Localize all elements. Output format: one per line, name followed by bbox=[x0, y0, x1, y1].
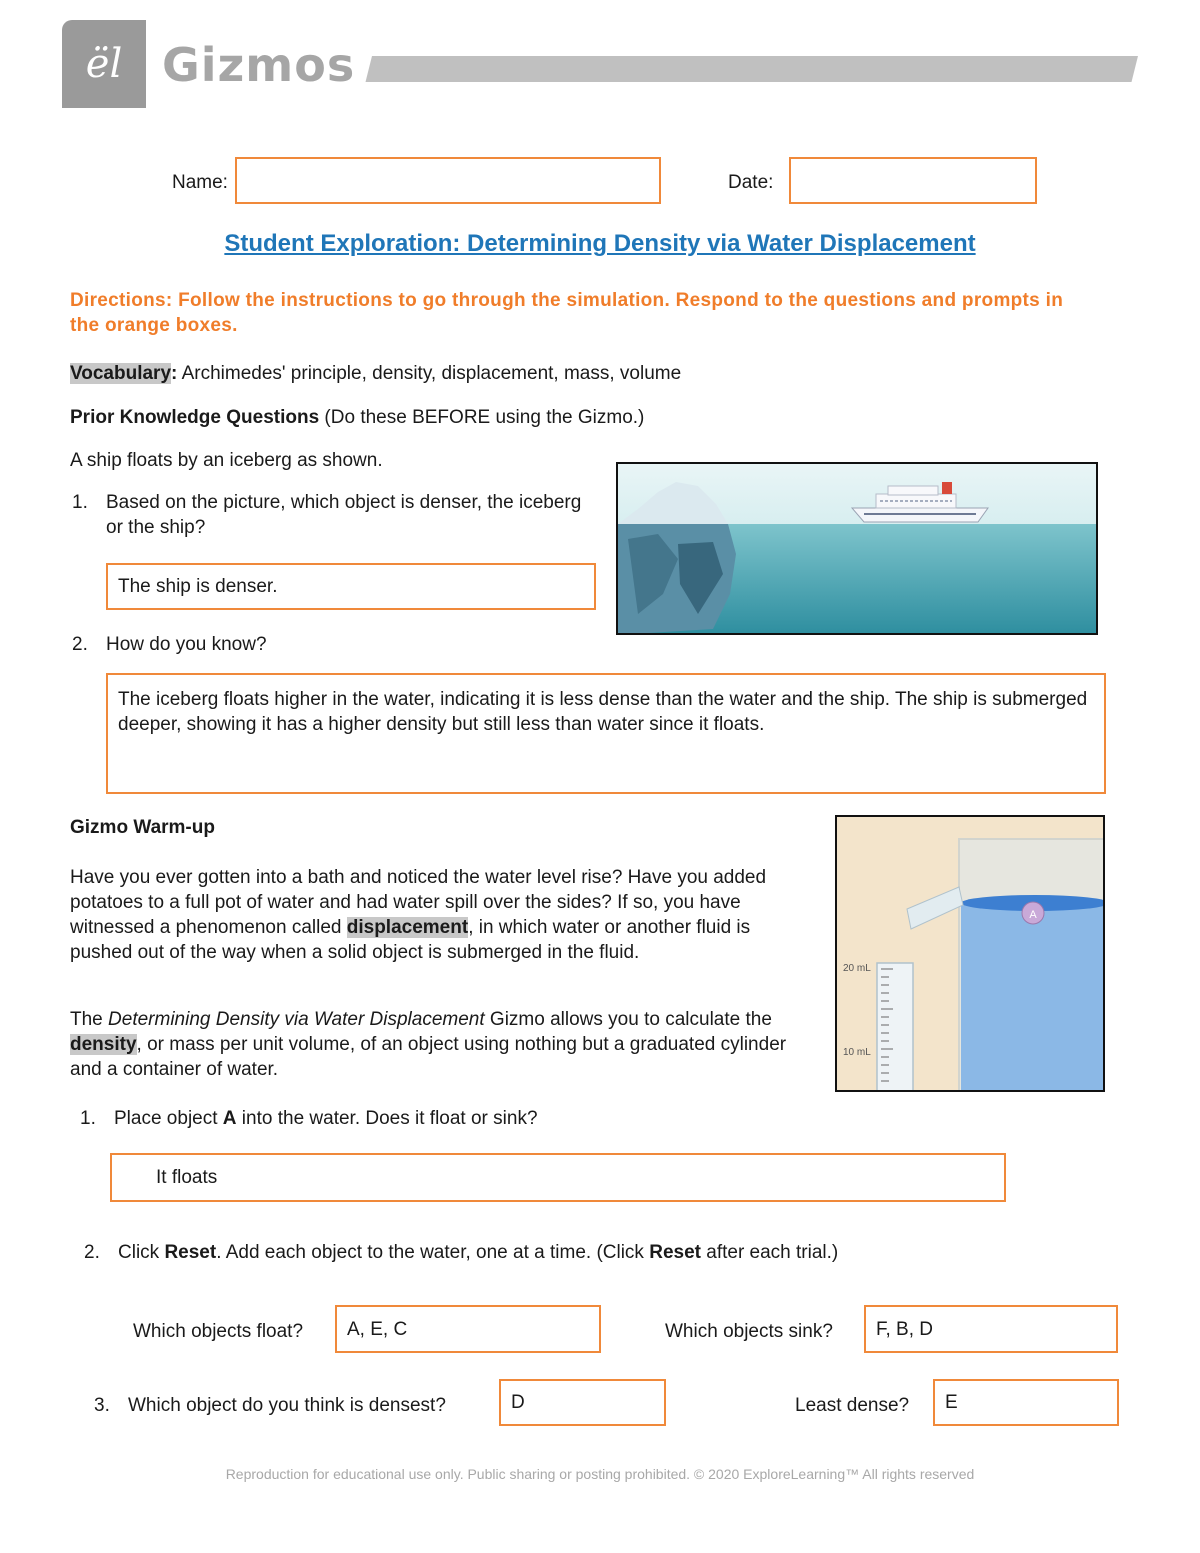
footer-copyright: Reproduction for educational use only. Public sharing or posting prohibited. © 2020 ExploreLearning™ All rights reserved bbox=[225, 1466, 975, 1482]
w1-answer: It floats bbox=[156, 1167, 218, 1188]
w2-text-b: . Add each object to the water, one at a time. (Click bbox=[216, 1242, 650, 1263]
w1-text-b: into the water. Does it float or sink? bbox=[236, 1108, 538, 1129]
name-field[interactable] bbox=[235, 157, 661, 204]
w2-number: 2. bbox=[84, 1242, 100, 1263]
date-label: Date: bbox=[728, 172, 774, 193]
least-dense-answer: E bbox=[945, 1392, 958, 1413]
displacement-illustration bbox=[837, 817, 1103, 1090]
warmup-p1-text-a: Have you ever gotten into a bath and noticed the water level rise? Have you added potatoes to a full pot of water and had water spill over the sides? If so, you have witnessed a phenomenon called bbox=[70, 867, 767, 938]
q1-text: Based on the picture, which object is denser, the iceberg or the ship? bbox=[106, 492, 582, 538]
cylinder-label-20: 20 mL bbox=[843, 963, 871, 974]
term-density: density bbox=[70, 1034, 137, 1055]
q1-answer: The ship is denser. bbox=[118, 576, 278, 597]
directions: Directions: Follow the instructions to go through the simulation. Respond to the questions and prompts in the orange boxes. bbox=[70, 290, 1064, 336]
float-label: Which objects float? bbox=[133, 1321, 304, 1342]
w1-text bbox=[114, 1106, 538, 1131]
warmup-p2-text-a: The bbox=[70, 1009, 109, 1030]
reset-keyword-1: Reset bbox=[164, 1242, 217, 1263]
float-answer-box[interactable] bbox=[335, 1305, 601, 1353]
densest-answer-box[interactable] bbox=[499, 1379, 666, 1426]
w1-answer-box[interactable] bbox=[110, 1153, 1006, 1202]
q1-number: 1. bbox=[72, 492, 88, 513]
container-water bbox=[961, 901, 1103, 1090]
w3-text: Which object do you think is densest? bbox=[128, 1395, 446, 1416]
gizmo-screenshot-image bbox=[835, 815, 1105, 1092]
prior-knowledge-heading: Prior Knowledge Questions bbox=[70, 407, 320, 428]
w2-text bbox=[118, 1240, 838, 1265]
q2-answer: The iceberg floats higher in the water, indicating it is less dense than the water and the ship. The ship is submerged deeper, showing it has a higher density but still less than water since it floats. bbox=[118, 689, 1088, 735]
iceberg-ship-illustration bbox=[618, 464, 1096, 633]
iceberg-ship-image bbox=[616, 462, 1098, 635]
warmup-paragraph-1 bbox=[70, 865, 816, 965]
w2-text-c: after each trial.) bbox=[700, 1242, 839, 1263]
w1-text-a: Place object bbox=[114, 1108, 223, 1129]
page-title: Student Exploration: Determining Density via Water Displacement bbox=[224, 230, 976, 257]
w1-number: 1. bbox=[80, 1108, 96, 1129]
least-dense-answer-box[interactable] bbox=[933, 1379, 1119, 1426]
date-field[interactable] bbox=[789, 157, 1037, 204]
float-answer: A, E, C bbox=[347, 1318, 408, 1340]
warmup-paragraph-2 bbox=[70, 1007, 816, 1082]
warmup-p2-text-c: , or mass per unit volume, of an object using nothing but a graduated cylinder and a container of water. bbox=[70, 1034, 787, 1080]
densest-answer: D bbox=[511, 1392, 525, 1413]
vocabulary-colon: : bbox=[171, 363, 178, 384]
name-label: Name: bbox=[172, 172, 228, 193]
q2-number: 2. bbox=[72, 634, 88, 655]
graduated-cylinder bbox=[877, 963, 913, 1090]
warmup-heading: Gizmo Warm-up bbox=[70, 817, 215, 838]
cylinder-label-10: 10 mL bbox=[843, 1047, 871, 1058]
header-bar bbox=[366, 56, 1138, 82]
term-displacement: displacement bbox=[346, 917, 469, 938]
vocabulary-label: Vocabulary bbox=[70, 363, 172, 384]
w3-number: 3. bbox=[94, 1395, 110, 1416]
least-dense-label: Least dense? bbox=[795, 1395, 910, 1416]
vocabulary-terms: Archimedes' principle, density, displacement, mass, volume bbox=[177, 363, 682, 384]
reset-keyword-2: Reset bbox=[649, 1242, 701, 1263]
w2-text-a: Click bbox=[118, 1242, 165, 1263]
vocabulary-line bbox=[70, 361, 681, 386]
warmup-p1-text-b: , in which water or another fluid is pushed out of the way when a solid object is submerged in the fluid. bbox=[70, 917, 751, 963]
q1-answer-box[interactable] bbox=[106, 563, 596, 610]
sink-label: Which objects sink? bbox=[665, 1321, 833, 1342]
explorelearning-logo-icon: ël bbox=[85, 41, 123, 87]
object-a-label: A bbox=[1029, 909, 1037, 921]
gizmo-name: Determining Density via Water Displacement bbox=[108, 1009, 485, 1030]
w1-object-label: A bbox=[222, 1108, 237, 1129]
prior-intro: A ship floats by an iceberg as shown. bbox=[70, 450, 383, 471]
prior-knowledge-line bbox=[70, 405, 644, 430]
prior-knowledge-note: (Do these BEFORE using the Gizmo.) bbox=[319, 407, 645, 428]
q2-answer-box[interactable] bbox=[106, 673, 1106, 794]
q2-text: How do you know? bbox=[106, 634, 267, 655]
sink-answer: F, B, D bbox=[876, 1318, 934, 1340]
warmup-p2-text-b: Gizmo allows you to calculate the bbox=[484, 1009, 772, 1030]
sink-answer-box[interactable] bbox=[864, 1305, 1118, 1353]
brand-name: Gizmos bbox=[162, 38, 356, 92]
